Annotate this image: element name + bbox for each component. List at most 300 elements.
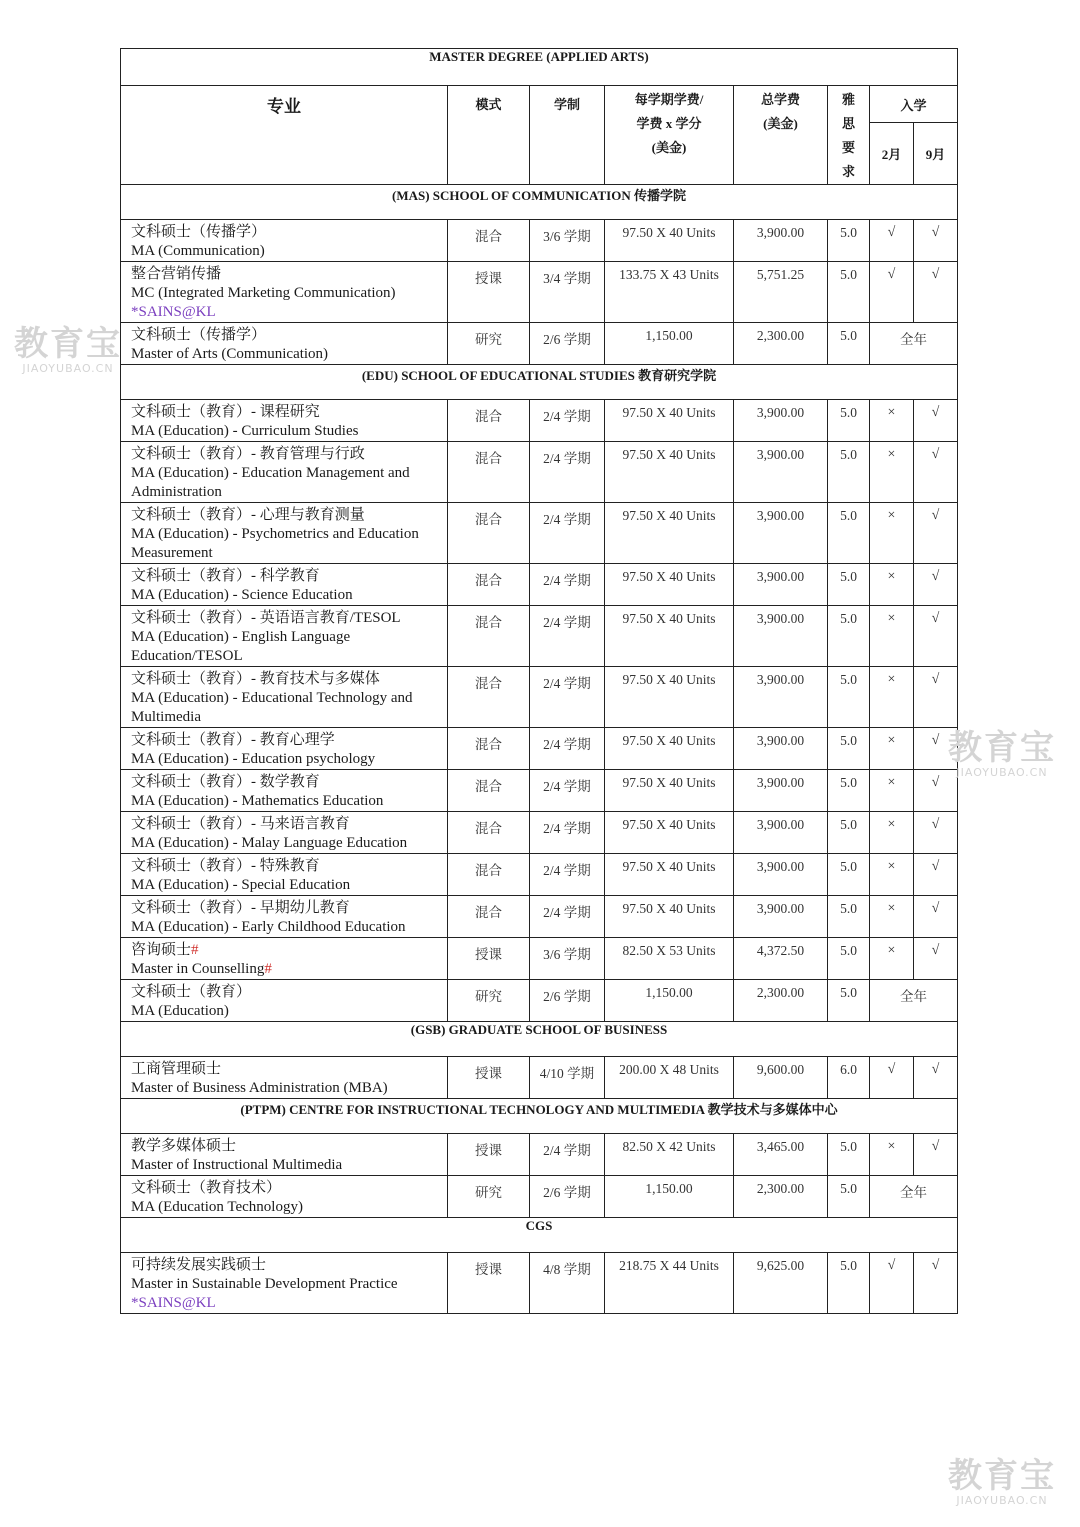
program-name-en bbox=[131, 1156, 439, 1175]
total-fee-cell: 3,465.00 bbox=[734, 1134, 828, 1176]
program-name-en-text: MA (Education) - Mathematics Education bbox=[131, 793, 384, 809]
program-name-zh-text: 可持续发展实践硕士 bbox=[131, 1257, 267, 1273]
watermark-url: JIAOYUBAO.CN bbox=[956, 766, 1048, 779]
program-name-zh-text: 整合营销传播 bbox=[131, 266, 222, 282]
total-fee-cell: 3,900.00 bbox=[734, 854, 828, 896]
program-row bbox=[121, 262, 958, 323]
program-name-zh bbox=[131, 445, 439, 464]
ielts-cell: 5.0 bbox=[828, 262, 870, 323]
program-row bbox=[121, 400, 958, 442]
intake-sep-mark: √ bbox=[914, 262, 958, 323]
intake-feb-mark: √ bbox=[870, 1057, 914, 1099]
ielts-cell: 5.0 bbox=[828, 896, 870, 938]
section-header-row bbox=[121, 1099, 958, 1134]
duration-cell: 2/4 学期 bbox=[530, 812, 605, 854]
program-name-en-text: MA (Education) - Education Management and Administration bbox=[131, 465, 410, 500]
program-name-en-text: Master of Arts (Communication) bbox=[131, 346, 329, 362]
fee-cell: 97.50 X 40 Units bbox=[605, 400, 734, 442]
section-title: (MAS) SCHOOL OF COMMUNICATION 传播学院 bbox=[121, 185, 958, 220]
fee-cell: 82.50 X 42 Units bbox=[605, 1134, 734, 1176]
program-name-en-text: Master in Sustainable Development Practice bbox=[131, 1276, 398, 1292]
section-header-row bbox=[121, 365, 958, 400]
program-name-cell bbox=[121, 442, 448, 503]
duration-cell: 4/8 学期 bbox=[530, 1253, 605, 1314]
program-name-en-text: MA (Education) - Educational Technology and Multimedia bbox=[131, 690, 413, 725]
ielts-cell: 5.0 bbox=[828, 770, 870, 812]
section-header-row bbox=[121, 1218, 958, 1253]
mode-cell: 混合 bbox=[448, 728, 530, 770]
program-name-zh-text: 文科硕士（教育技术） bbox=[131, 1180, 282, 1196]
program-name-cell bbox=[121, 400, 448, 442]
program-name-zh-text: 文科硕士（教育） bbox=[131, 984, 252, 1000]
program-row bbox=[121, 1057, 958, 1099]
program-name-zh-text: 文科硕士（教育）- 科学教育 bbox=[131, 568, 320, 584]
program-name-zh bbox=[131, 899, 439, 918]
total-fee-cell: 5,751.25 bbox=[734, 262, 828, 323]
duration-cell: 2/4 学期 bbox=[530, 606, 605, 667]
total-fee-cell: 2,300.00 bbox=[734, 1176, 828, 1218]
program-name-cell bbox=[121, 262, 448, 323]
program-name-en-text: MC (Integrated Marketing Communication) bbox=[131, 285, 396, 301]
header-tuition-line: 学费 x 学分 bbox=[636, 116, 702, 131]
section-title: (PTPM) CENTRE FOR INSTRUCTIONAL TECHNOLOGY AND MULTIMEDIA 教学技术与多媒体中心 bbox=[121, 1099, 958, 1134]
program-name-cell bbox=[121, 854, 448, 896]
program-name-cell bbox=[121, 503, 448, 564]
header-total-line: 总学费 bbox=[760, 92, 800, 107]
fee-cell: 97.50 X 40 Units bbox=[605, 854, 734, 896]
intake-sep-mark: √ bbox=[914, 1057, 958, 1099]
program-name-zh bbox=[131, 506, 439, 525]
intake-feb-mark: × bbox=[870, 564, 914, 606]
program-row bbox=[121, 812, 958, 854]
ielts-cell: 5.0 bbox=[828, 400, 870, 442]
fee-cell: 97.50 X 40 Units bbox=[605, 442, 734, 503]
intake-sep-mark: √ bbox=[914, 442, 958, 503]
program-name-zh-text: 教学多媒体硕士 bbox=[131, 1138, 237, 1154]
program-name-zh-text: 文科硕士（教育）- 教育技术与多媒体 bbox=[131, 671, 380, 687]
program-name-en-text: Master in Counselling bbox=[131, 961, 265, 977]
program-name-en bbox=[131, 628, 439, 666]
program-name-en bbox=[131, 689, 439, 727]
intake-sep-mark: √ bbox=[914, 667, 958, 728]
duration-cell: 3/4 学期 bbox=[530, 262, 605, 323]
program-name-zh-text: 文科硕士（传播学） bbox=[131, 327, 267, 343]
mode-cell: 授课 bbox=[448, 938, 530, 980]
watermark-url: JIAOYUBAO.CN bbox=[956, 1494, 1048, 1507]
header-duration: 学制 bbox=[530, 86, 605, 185]
total-fee-cell: 3,900.00 bbox=[734, 503, 828, 564]
total-fee-cell: 3,900.00 bbox=[734, 770, 828, 812]
program-row bbox=[121, 854, 958, 896]
duration-cell: 3/6 学期 bbox=[530, 938, 605, 980]
program-name-zh bbox=[131, 670, 439, 689]
intake-feb-mark: × bbox=[870, 896, 914, 938]
program-name-en-text: MA (Education) - Early Childhood Education bbox=[131, 919, 406, 935]
program-name-en-text: MA (Education Technology) bbox=[131, 1199, 303, 1215]
fee-cell: 82.50 X 53 Units bbox=[605, 938, 734, 980]
program-name-cell bbox=[121, 220, 448, 262]
section-title: CGS bbox=[121, 1218, 958, 1253]
duration-cell: 3/6 学期 bbox=[530, 220, 605, 262]
program-name-en-text: MA (Education) - Education psychology bbox=[131, 751, 376, 767]
intake-sep-mark: √ bbox=[914, 503, 958, 564]
mode-cell: 授课 bbox=[448, 1253, 530, 1314]
program-name-en-text: MA (Education) - Malay Language Education bbox=[131, 835, 408, 851]
intake-feb-mark: × bbox=[870, 606, 914, 667]
intake-feb-mark: × bbox=[870, 728, 914, 770]
program-row bbox=[121, 606, 958, 667]
intake-feb-mark: √ bbox=[870, 220, 914, 262]
mode-cell: 授课 bbox=[448, 1134, 530, 1176]
program-name-zh-text: 文科硕士（教育）- 教育管理与行政 bbox=[131, 446, 365, 462]
program-name-en-text: MA (Education) bbox=[131, 1003, 229, 1019]
duration-cell: 2/6 学期 bbox=[530, 323, 605, 365]
program-row bbox=[121, 896, 958, 938]
mode-cell: 混合 bbox=[448, 854, 530, 896]
total-fee-cell: 3,900.00 bbox=[734, 896, 828, 938]
total-fee-cell: 3,900.00 bbox=[734, 564, 828, 606]
program-row bbox=[121, 220, 958, 262]
duration-cell: 2/4 学期 bbox=[530, 667, 605, 728]
duration-cell: 2/4 学期 bbox=[530, 728, 605, 770]
watermark-left bbox=[14, 326, 122, 375]
total-fee-cell: 2,300.00 bbox=[734, 323, 828, 365]
program-name-cell bbox=[121, 728, 448, 770]
duration-cell: 2/4 学期 bbox=[530, 770, 605, 812]
ielts-cell: 5.0 bbox=[828, 1176, 870, 1218]
duration-cell: 4/10 学期 bbox=[530, 1057, 605, 1099]
intake-sep-mark: √ bbox=[914, 1134, 958, 1176]
program-name-cell bbox=[121, 1176, 448, 1218]
program-name-en-text: MA (Education) - Special Education bbox=[131, 877, 351, 893]
program-name-cell bbox=[121, 606, 448, 667]
duration-cell: 2/4 学期 bbox=[530, 854, 605, 896]
intake-feb-mark: √ bbox=[870, 262, 914, 323]
program-row bbox=[121, 980, 958, 1022]
ielts-cell: 5.0 bbox=[828, 606, 870, 667]
program-name-zh bbox=[131, 609, 439, 628]
program-name-en bbox=[131, 464, 439, 502]
section-title: (GSB) GRADUATE SCHOOL OF BUSINESS bbox=[121, 1022, 958, 1057]
intake-feb-mark: × bbox=[870, 854, 914, 896]
header-total-line: (美金) bbox=[763, 116, 798, 131]
header-ielts-char: 求 bbox=[841, 164, 855, 179]
ielts-cell: 5.0 bbox=[828, 980, 870, 1022]
program-name-zh bbox=[131, 567, 439, 586]
duration-cell: 2/6 学期 bbox=[530, 1176, 605, 1218]
ielts-cell: 5.0 bbox=[828, 1134, 870, 1176]
ielts-cell: 5.0 bbox=[828, 938, 870, 980]
program-row bbox=[121, 1253, 958, 1314]
total-fee-cell: 3,900.00 bbox=[734, 442, 828, 503]
program-row bbox=[121, 770, 958, 812]
program-name-cell bbox=[121, 938, 448, 980]
mode-cell: 混合 bbox=[448, 564, 530, 606]
program-name-zh-text: 文科硕士（教育）- 英语语言教育/TESOL bbox=[131, 610, 401, 626]
header-sep: 9月 bbox=[914, 123, 958, 185]
ielts-cell: 5.0 bbox=[828, 854, 870, 896]
program-name-en bbox=[131, 422, 439, 441]
fee-cell: 97.50 X 40 Units bbox=[605, 667, 734, 728]
fee-cell: 97.50 X 40 Units bbox=[605, 812, 734, 854]
intake-feb-mark: × bbox=[870, 442, 914, 503]
intake-all-year: 全年 bbox=[870, 1176, 958, 1218]
duration-cell: 2/6 学期 bbox=[530, 980, 605, 1022]
intake-feb-mark: × bbox=[870, 1134, 914, 1176]
total-fee-cell: 2,300.00 bbox=[734, 980, 828, 1022]
ielts-cell: 5.0 bbox=[828, 323, 870, 365]
duration-cell: 2/4 学期 bbox=[530, 896, 605, 938]
ielts-cell: 6.0 bbox=[828, 1057, 870, 1099]
header-program: 专业 bbox=[121, 86, 448, 185]
intake-sep-mark: √ bbox=[914, 728, 958, 770]
mode-cell: 混合 bbox=[448, 220, 530, 262]
intake-sep-mark: √ bbox=[914, 938, 958, 980]
total-fee-cell: 9,625.00 bbox=[734, 1253, 828, 1314]
program-name-en bbox=[131, 876, 439, 895]
program-name-en bbox=[131, 750, 439, 769]
program-name-cell bbox=[121, 323, 448, 365]
fee-cell: 97.50 X 40 Units bbox=[605, 220, 734, 262]
section-title: (EDU) SCHOOL OF EDUCATIONAL STUDIES 教育研究学院 bbox=[121, 365, 958, 400]
fee-cell: 97.50 X 40 Units bbox=[605, 728, 734, 770]
fee-cell: 200.00 X 48 Units bbox=[605, 1057, 734, 1099]
intake-feb-mark: × bbox=[870, 770, 914, 812]
watermark-url: JIAOYUBAO.CN bbox=[22, 362, 114, 375]
header-ielts-char: 要 bbox=[841, 140, 855, 155]
intake-sep-mark: √ bbox=[914, 400, 958, 442]
intake-sep-mark: √ bbox=[914, 564, 958, 606]
duration-cell: 2/4 学期 bbox=[530, 442, 605, 503]
mode-cell: 授课 bbox=[448, 1057, 530, 1099]
program-name-en-text: Master of Business Administration (MBA) bbox=[131, 1080, 388, 1096]
duration-cell: 2/4 学期 bbox=[530, 564, 605, 606]
fee-cell: 97.50 X 40 Units bbox=[605, 770, 734, 812]
program-row bbox=[121, 503, 958, 564]
mode-cell: 混合 bbox=[448, 400, 530, 442]
program-name-en-text: MA (Education) - Psychometrics and Education Measurement bbox=[131, 526, 419, 561]
program-name-zh bbox=[131, 857, 439, 876]
program-name-zh bbox=[131, 1179, 439, 1198]
mode-cell: 混合 bbox=[448, 442, 530, 503]
duration-cell: 2/4 学期 bbox=[530, 503, 605, 564]
intake-feb-mark: × bbox=[870, 503, 914, 564]
mode-cell: 研究 bbox=[448, 323, 530, 365]
program-name-en bbox=[131, 1198, 439, 1217]
ielts-cell: 5.0 bbox=[828, 564, 870, 606]
program-row bbox=[121, 728, 958, 770]
section-header-row bbox=[121, 185, 958, 220]
mode-cell: 混合 bbox=[448, 770, 530, 812]
watermark-text: 教育宝 bbox=[14, 324, 122, 364]
header-feb: 2月 bbox=[870, 123, 914, 185]
intake-feb-mark: × bbox=[870, 667, 914, 728]
ielts-cell: 5.0 bbox=[828, 728, 870, 770]
program-name-en bbox=[131, 284, 439, 303]
program-name-en-text: Master of Instructional Multimedia bbox=[131, 1157, 343, 1173]
ielts-cell: 5.0 bbox=[828, 442, 870, 503]
program-name-en bbox=[131, 345, 439, 364]
intake-sep-mark: √ bbox=[914, 220, 958, 262]
program-name-zh-text: 文科硕士（教育）- 马来语言教育 bbox=[131, 816, 350, 832]
program-name-cell bbox=[121, 896, 448, 938]
program-name-zh-text: 文科硕士（教育）- 课程研究 bbox=[131, 404, 320, 420]
program-row bbox=[121, 1134, 958, 1176]
program-name-zh-text: 文科硕士（教育）- 特殊教育 bbox=[131, 858, 320, 874]
program-row bbox=[121, 442, 958, 503]
program-name-cell bbox=[121, 980, 448, 1022]
program-name-en bbox=[131, 918, 439, 937]
fee-cell: 97.50 X 40 Units bbox=[605, 896, 734, 938]
campus-note: *SAINS@KL bbox=[131, 304, 216, 320]
program-name-zh-text: 文科硕士（教育）- 教育心理学 bbox=[131, 732, 335, 748]
program-name-en-text: MA (Communication) bbox=[131, 243, 265, 259]
intake-sep-mark: √ bbox=[914, 606, 958, 667]
header-ielts bbox=[828, 86, 870, 185]
fee-cell: 1,150.00 bbox=[605, 1176, 734, 1218]
program-name-zh-text: 文科硕士（教育）- 心理与教育测量 bbox=[131, 507, 365, 523]
intake-sep-mark: √ bbox=[914, 1253, 958, 1314]
program-name-en bbox=[131, 1002, 439, 1021]
program-name-cell bbox=[121, 1253, 448, 1314]
header-tuition-line: (美金) bbox=[651, 140, 687, 155]
header-tuition bbox=[605, 86, 734, 185]
program-name-zh-text: 文科硕士（教育）- 数学教育 bbox=[131, 774, 320, 790]
program-name-zh bbox=[131, 1060, 439, 1079]
program-name-zh-text: 工商管理硕士 bbox=[131, 1061, 222, 1077]
intake-sep-mark: √ bbox=[914, 896, 958, 938]
intake-feb-mark: × bbox=[870, 400, 914, 442]
header-intake: 入学 bbox=[870, 86, 958, 123]
total-fee-cell: 3,900.00 bbox=[734, 220, 828, 262]
fee-cell: 97.50 X 40 Units bbox=[605, 564, 734, 606]
program-name-cell bbox=[121, 1134, 448, 1176]
header-ielts-char: 思 bbox=[841, 116, 855, 131]
fee-cell: 133.75 X 43 Units bbox=[605, 262, 734, 323]
program-name-zh bbox=[131, 773, 439, 792]
total-fee-cell: 3,900.00 bbox=[734, 606, 828, 667]
program-name-zh bbox=[131, 815, 439, 834]
program-name-zh bbox=[131, 1137, 439, 1156]
program-name-en bbox=[131, 1079, 439, 1098]
intake-feb-mark: × bbox=[870, 938, 914, 980]
program-name-zh bbox=[131, 941, 439, 960]
header-mode: 模式 bbox=[448, 86, 530, 185]
total-fee-cell: 3,900.00 bbox=[734, 812, 828, 854]
program-name-cell bbox=[121, 812, 448, 854]
program-name-en-text: MA (Education) - Curriculum Studies bbox=[131, 423, 359, 439]
header-total bbox=[734, 86, 828, 185]
fee-cell: 97.50 X 40 Units bbox=[605, 503, 734, 564]
ielts-cell: 5.0 bbox=[828, 812, 870, 854]
program-name-en bbox=[131, 834, 439, 853]
program-name-en bbox=[131, 242, 439, 261]
intake-sep-mark: √ bbox=[914, 812, 958, 854]
header-ielts-char: 雅 bbox=[841, 92, 855, 107]
mode-cell: 混合 bbox=[448, 503, 530, 564]
program-row bbox=[121, 667, 958, 728]
total-fee-cell: 9,600.00 bbox=[734, 1057, 828, 1099]
ielts-cell: 5.0 bbox=[828, 503, 870, 564]
program-name-zh bbox=[131, 223, 439, 242]
section-header-row bbox=[121, 1022, 958, 1057]
program-name-cell bbox=[121, 667, 448, 728]
duration-cell: 2/4 学期 bbox=[530, 400, 605, 442]
program-name-en bbox=[131, 586, 439, 605]
program-name-zh-text: 文科硕士（传播学） bbox=[131, 224, 267, 240]
mode-cell: 混合 bbox=[448, 667, 530, 728]
watermark-text: 教育宝 bbox=[948, 1456, 1056, 1496]
program-name-cell bbox=[121, 564, 448, 606]
program-name-en-text: MA (Education) - Science Education bbox=[131, 587, 353, 603]
watermark-bottom bbox=[948, 1458, 1056, 1507]
program-name-zh bbox=[131, 731, 439, 750]
campus-note: *SAINS@KL bbox=[131, 1295, 216, 1311]
mode-cell: 混合 bbox=[448, 896, 530, 938]
program-name-zh-text: 咨询硕士 bbox=[131, 942, 192, 958]
program-name-en bbox=[131, 525, 439, 563]
program-name-cell bbox=[121, 1057, 448, 1099]
program-row bbox=[121, 564, 958, 606]
table-title: MASTER DEGREE (APPLIED ARTS) bbox=[121, 49, 958, 86]
intake-sep-mark: √ bbox=[914, 770, 958, 812]
ielts-cell: 5.0 bbox=[828, 220, 870, 262]
duration-cell: 2/4 学期 bbox=[530, 1134, 605, 1176]
mode-cell: 研究 bbox=[448, 1176, 530, 1218]
fee-cell: 97.50 X 40 Units bbox=[605, 606, 734, 667]
total-fee-cell: 3,900.00 bbox=[734, 400, 828, 442]
program-name-zh bbox=[131, 1256, 439, 1275]
program-name-zh bbox=[131, 983, 439, 1002]
intake-feb-mark: √ bbox=[870, 1253, 914, 1314]
program-name-cell bbox=[121, 770, 448, 812]
intake-sep-mark: √ bbox=[914, 854, 958, 896]
intake-feb-mark: × bbox=[870, 812, 914, 854]
header-tuition-line: 每学期学费/ bbox=[634, 92, 704, 107]
total-fee-cell: 4,372.50 bbox=[734, 938, 828, 980]
program-name-zh bbox=[131, 403, 439, 422]
mode-cell: 混合 bbox=[448, 606, 530, 667]
watermark-text: 教育宝 bbox=[948, 728, 1056, 768]
program-name-en bbox=[131, 792, 439, 811]
fee-cell: 1,150.00 bbox=[605, 980, 734, 1022]
footnote-mark: # bbox=[264, 961, 272, 977]
program-name-zh bbox=[131, 265, 439, 284]
program-name-en bbox=[131, 1275, 439, 1294]
program-name-en-text: MA (Education) - English Language Education/TESOL bbox=[131, 629, 351, 664]
fee-table bbox=[120, 48, 958, 1314]
watermark-right bbox=[948, 730, 1056, 779]
program-name-en bbox=[131, 960, 439, 979]
program-row bbox=[121, 938, 958, 980]
mode-cell: 研究 bbox=[448, 980, 530, 1022]
program-row bbox=[121, 1176, 958, 1218]
fee-cell: 1,150.00 bbox=[605, 323, 734, 365]
program-row bbox=[121, 323, 958, 365]
program-name-zh-text: 文科硕士（教育）- 早期幼儿教育 bbox=[131, 900, 350, 916]
ielts-cell: 5.0 bbox=[828, 1253, 870, 1314]
intake-all-year: 全年 bbox=[870, 323, 958, 365]
total-fee-cell: 3,900.00 bbox=[734, 667, 828, 728]
mode-cell: 授课 bbox=[448, 262, 530, 323]
mode-cell: 混合 bbox=[448, 812, 530, 854]
total-fee-cell: 3,900.00 bbox=[734, 728, 828, 770]
program-name-zh bbox=[131, 326, 439, 345]
footnote-mark: # bbox=[191, 942, 199, 958]
ielts-cell: 5.0 bbox=[828, 667, 870, 728]
fee-cell: 218.75 X 44 Units bbox=[605, 1253, 734, 1314]
intake-all-year: 全年 bbox=[870, 980, 958, 1022]
